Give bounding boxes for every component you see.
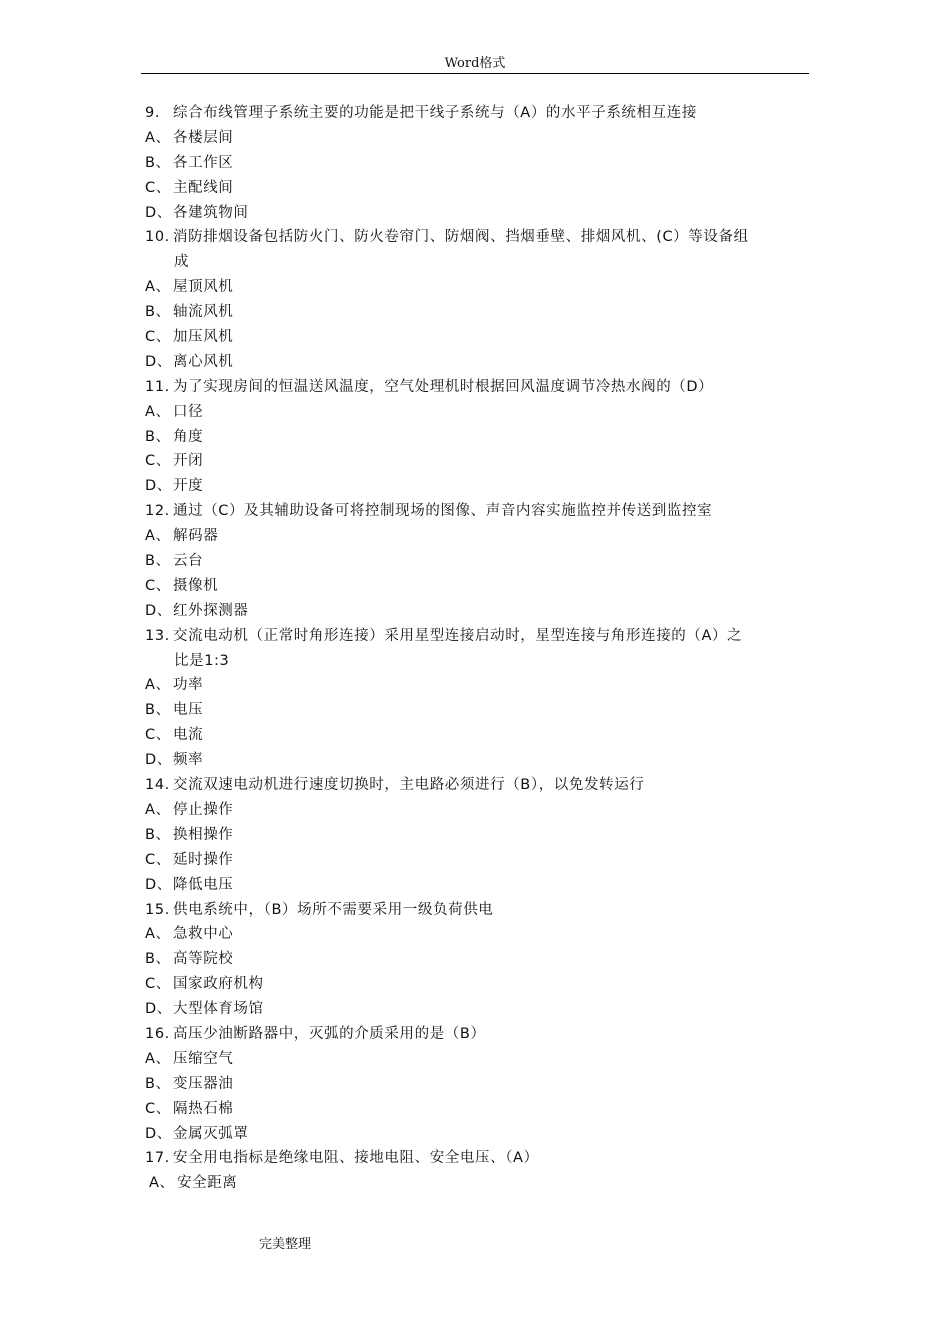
- option-text: 金属灭弧罩: [173, 1125, 249, 1142]
- answer-option: [145, 1072, 813, 1097]
- answer-option: [145, 151, 813, 176]
- question-text: 交流双速电动机进行速度切换时，主电路必须进行（B），以免发转运行: [173, 777, 645, 794]
- option-letter: C、: [145, 329, 171, 346]
- question-text: 高压少油断路器中，灭弧的介质采用的是（B）: [173, 1025, 486, 1042]
- page-footer: [259, 1233, 311, 1252]
- answer-option: [145, 126, 813, 151]
- question-text: 交流电动机（正常时角形连接）采用星型连接启动时，星型连接与角形连接的（A）之: [173, 627, 743, 644]
- question-number: 15.: [145, 901, 170, 918]
- question-line: [145, 375, 813, 400]
- question-block: [145, 1146, 813, 1196]
- answer-option: [145, 524, 813, 549]
- option-text: 解码器: [173, 528, 219, 545]
- question-line: [145, 898, 813, 923]
- option-letter: B、: [145, 702, 171, 719]
- option-letter: B、: [145, 154, 171, 171]
- option-text: 功率: [173, 677, 204, 694]
- question-line: [145, 101, 813, 126]
- answer-option: [145, 873, 813, 898]
- option-text: 降低电压: [173, 876, 234, 893]
- answer-option: [145, 972, 813, 997]
- option-letter: A、: [145, 801, 171, 818]
- answer-option: [145, 176, 813, 201]
- option-letter: A、: [145, 677, 171, 694]
- answer-option: [145, 823, 813, 848]
- answer-option: [145, 748, 813, 773]
- question-number: 17.: [145, 1150, 170, 1167]
- option-letter: A、: [145, 1050, 171, 1067]
- question-block: [145, 624, 813, 773]
- question-line: [145, 773, 813, 798]
- answer-option: [145, 698, 813, 723]
- option-text: 电压: [173, 702, 204, 719]
- question-block: [145, 773, 813, 897]
- answer-option: [145, 275, 813, 300]
- answer-option: [145, 798, 813, 823]
- option-text: 电流: [173, 727, 204, 744]
- option-letter: C、: [145, 1100, 171, 1117]
- question-number: 11.: [145, 378, 170, 395]
- option-text: 各建筑物间: [173, 204, 249, 221]
- answer-option: [145, 325, 813, 350]
- option-letter: D、: [145, 478, 172, 495]
- question-block: [145, 898, 813, 1022]
- option-text: 隔热石棉: [173, 1100, 234, 1117]
- option-letter: A、: [145, 403, 171, 420]
- option-letter: A、: [145, 129, 171, 146]
- header-title: Word格式: [444, 56, 506, 71]
- option-text: 高等院校: [173, 951, 234, 968]
- answer-option: [145, 1097, 813, 1122]
- option-letter: D、: [145, 602, 172, 619]
- option-text: 延时操作: [173, 851, 234, 868]
- option-text: 轴流风机: [173, 304, 234, 321]
- answer-option: [145, 599, 813, 624]
- question-number: 14.: [145, 777, 170, 794]
- option-letter: C、: [145, 976, 171, 993]
- question-block: [145, 499, 813, 623]
- answer-option: [145, 549, 813, 574]
- option-text: 屋顶风机: [173, 279, 234, 296]
- option-letter: B、: [145, 304, 171, 321]
- answer-option: [145, 574, 813, 599]
- answer-option: [145, 449, 813, 474]
- question-list: [145, 101, 813, 1196]
- question-number: 16.: [145, 1025, 170, 1042]
- option-text: 各工作区: [173, 154, 234, 171]
- question-line: [145, 499, 813, 524]
- question-number: 9.: [145, 105, 161, 121]
- option-letter: C、: [145, 577, 171, 594]
- option-letter: A、: [145, 279, 171, 296]
- question-line: [145, 1146, 813, 1171]
- question-text: 供电系统中，（B）场所不需要采用一级负荷供电: [173, 901, 494, 918]
- option-text: 摄像机: [173, 577, 219, 594]
- option-letter: B、: [145, 826, 171, 843]
- option-letter: D、: [145, 204, 172, 221]
- option-text: 开度: [173, 478, 204, 495]
- answer-option: [145, 350, 813, 375]
- option-text: 口径: [173, 403, 204, 420]
- option-text: 各楼层间: [173, 129, 234, 146]
- question-block: [145, 101, 813, 225]
- option-text: 离心风机: [173, 353, 234, 370]
- footer-text: 完美整理: [259, 1237, 312, 1252]
- answer-option: [145, 922, 813, 947]
- question-text-continuation: 比是1:3: [174, 652, 230, 669]
- question-number: 10.: [145, 229, 170, 246]
- option-text: 主配线间: [173, 179, 234, 196]
- option-letter: C、: [145, 453, 171, 470]
- question-line: [145, 624, 813, 649]
- option-letter: D、: [145, 876, 172, 893]
- option-text: 角度: [173, 428, 204, 445]
- answer-option: [145, 947, 813, 972]
- question-block: [145, 375, 813, 499]
- option-text: 变压器油: [173, 1075, 234, 1092]
- option-letter: B、: [145, 428, 171, 445]
- question-text: 通过（C）及其辅助设备可将控制现场的图像、声音内容实施监控并传送到监控室: [173, 503, 713, 520]
- option-text: 大型体育场馆: [173, 1001, 264, 1018]
- option-letter: A、: [145, 528, 171, 545]
- answer-option: [145, 1122, 813, 1147]
- option-letter: D、: [145, 353, 172, 370]
- answer-option: [145, 673, 813, 698]
- question-text: 安全用电指标是绝缘电阻、接地电阻、安全电压、（A）: [173, 1150, 539, 1167]
- question-block: [145, 225, 813, 374]
- option-text: 国家政府机构: [173, 976, 264, 993]
- question-text: 为了实现房间的恒温送风温度，空气处理机时根据回风温度调节冷热水阀的（D）: [173, 378, 714, 395]
- option-text: 压缩空气: [173, 1050, 234, 1067]
- option-letter: B、: [145, 553, 171, 570]
- answer-option: [145, 474, 813, 499]
- page-header: [141, 55, 809, 74]
- option-text: 加压风机: [173, 329, 234, 346]
- question-number: 12.: [145, 503, 170, 520]
- answer-option: [145, 300, 813, 325]
- answer-option: [145, 201, 813, 226]
- option-text: 安全距离: [177, 1175, 238, 1192]
- question-block: [145, 1022, 813, 1146]
- answer-option: [145, 723, 813, 748]
- option-text: 停止操作: [173, 801, 234, 818]
- option-text: 云台: [173, 553, 204, 570]
- answer-option: [145, 1171, 813, 1196]
- question-line: [145, 225, 813, 250]
- option-letter: A、: [149, 1175, 175, 1192]
- question-line: [145, 1022, 813, 1047]
- option-letter: C、: [145, 851, 171, 868]
- option-letter: B、: [145, 1075, 171, 1092]
- option-letter: A、: [145, 926, 171, 943]
- option-text: 换相操作: [173, 826, 234, 843]
- option-text: 红外探测器: [173, 602, 249, 619]
- option-letter: C、: [145, 727, 171, 744]
- answer-option: [145, 848, 813, 873]
- option-letter: B、: [145, 951, 171, 968]
- answer-option: [145, 400, 813, 425]
- option-letter: D、: [145, 1125, 172, 1142]
- option-text: 开闭: [173, 453, 204, 470]
- option-text: 频率: [173, 752, 204, 769]
- answer-option: [145, 997, 813, 1022]
- question-text: 综合布线管理子系统主要的功能是把干线子系统与（A）的水平子系统相互连接: [173, 105, 697, 121]
- option-text: 急救中心: [173, 926, 234, 943]
- question-text: 消防排烟设备包括防火门、防火卷帘门、防烟阀、挡烟垂壁、排烟风机、(C）等设备组: [173, 229, 749, 246]
- question-number: 13.: [145, 627, 170, 644]
- option-letter: D、: [145, 1001, 172, 1018]
- question-text-continuation: 成: [174, 254, 190, 271]
- answer-option: [145, 1047, 813, 1072]
- option-letter: D、: [145, 752, 172, 769]
- answer-option: [145, 425, 813, 450]
- option-letter: C、: [145, 179, 171, 196]
